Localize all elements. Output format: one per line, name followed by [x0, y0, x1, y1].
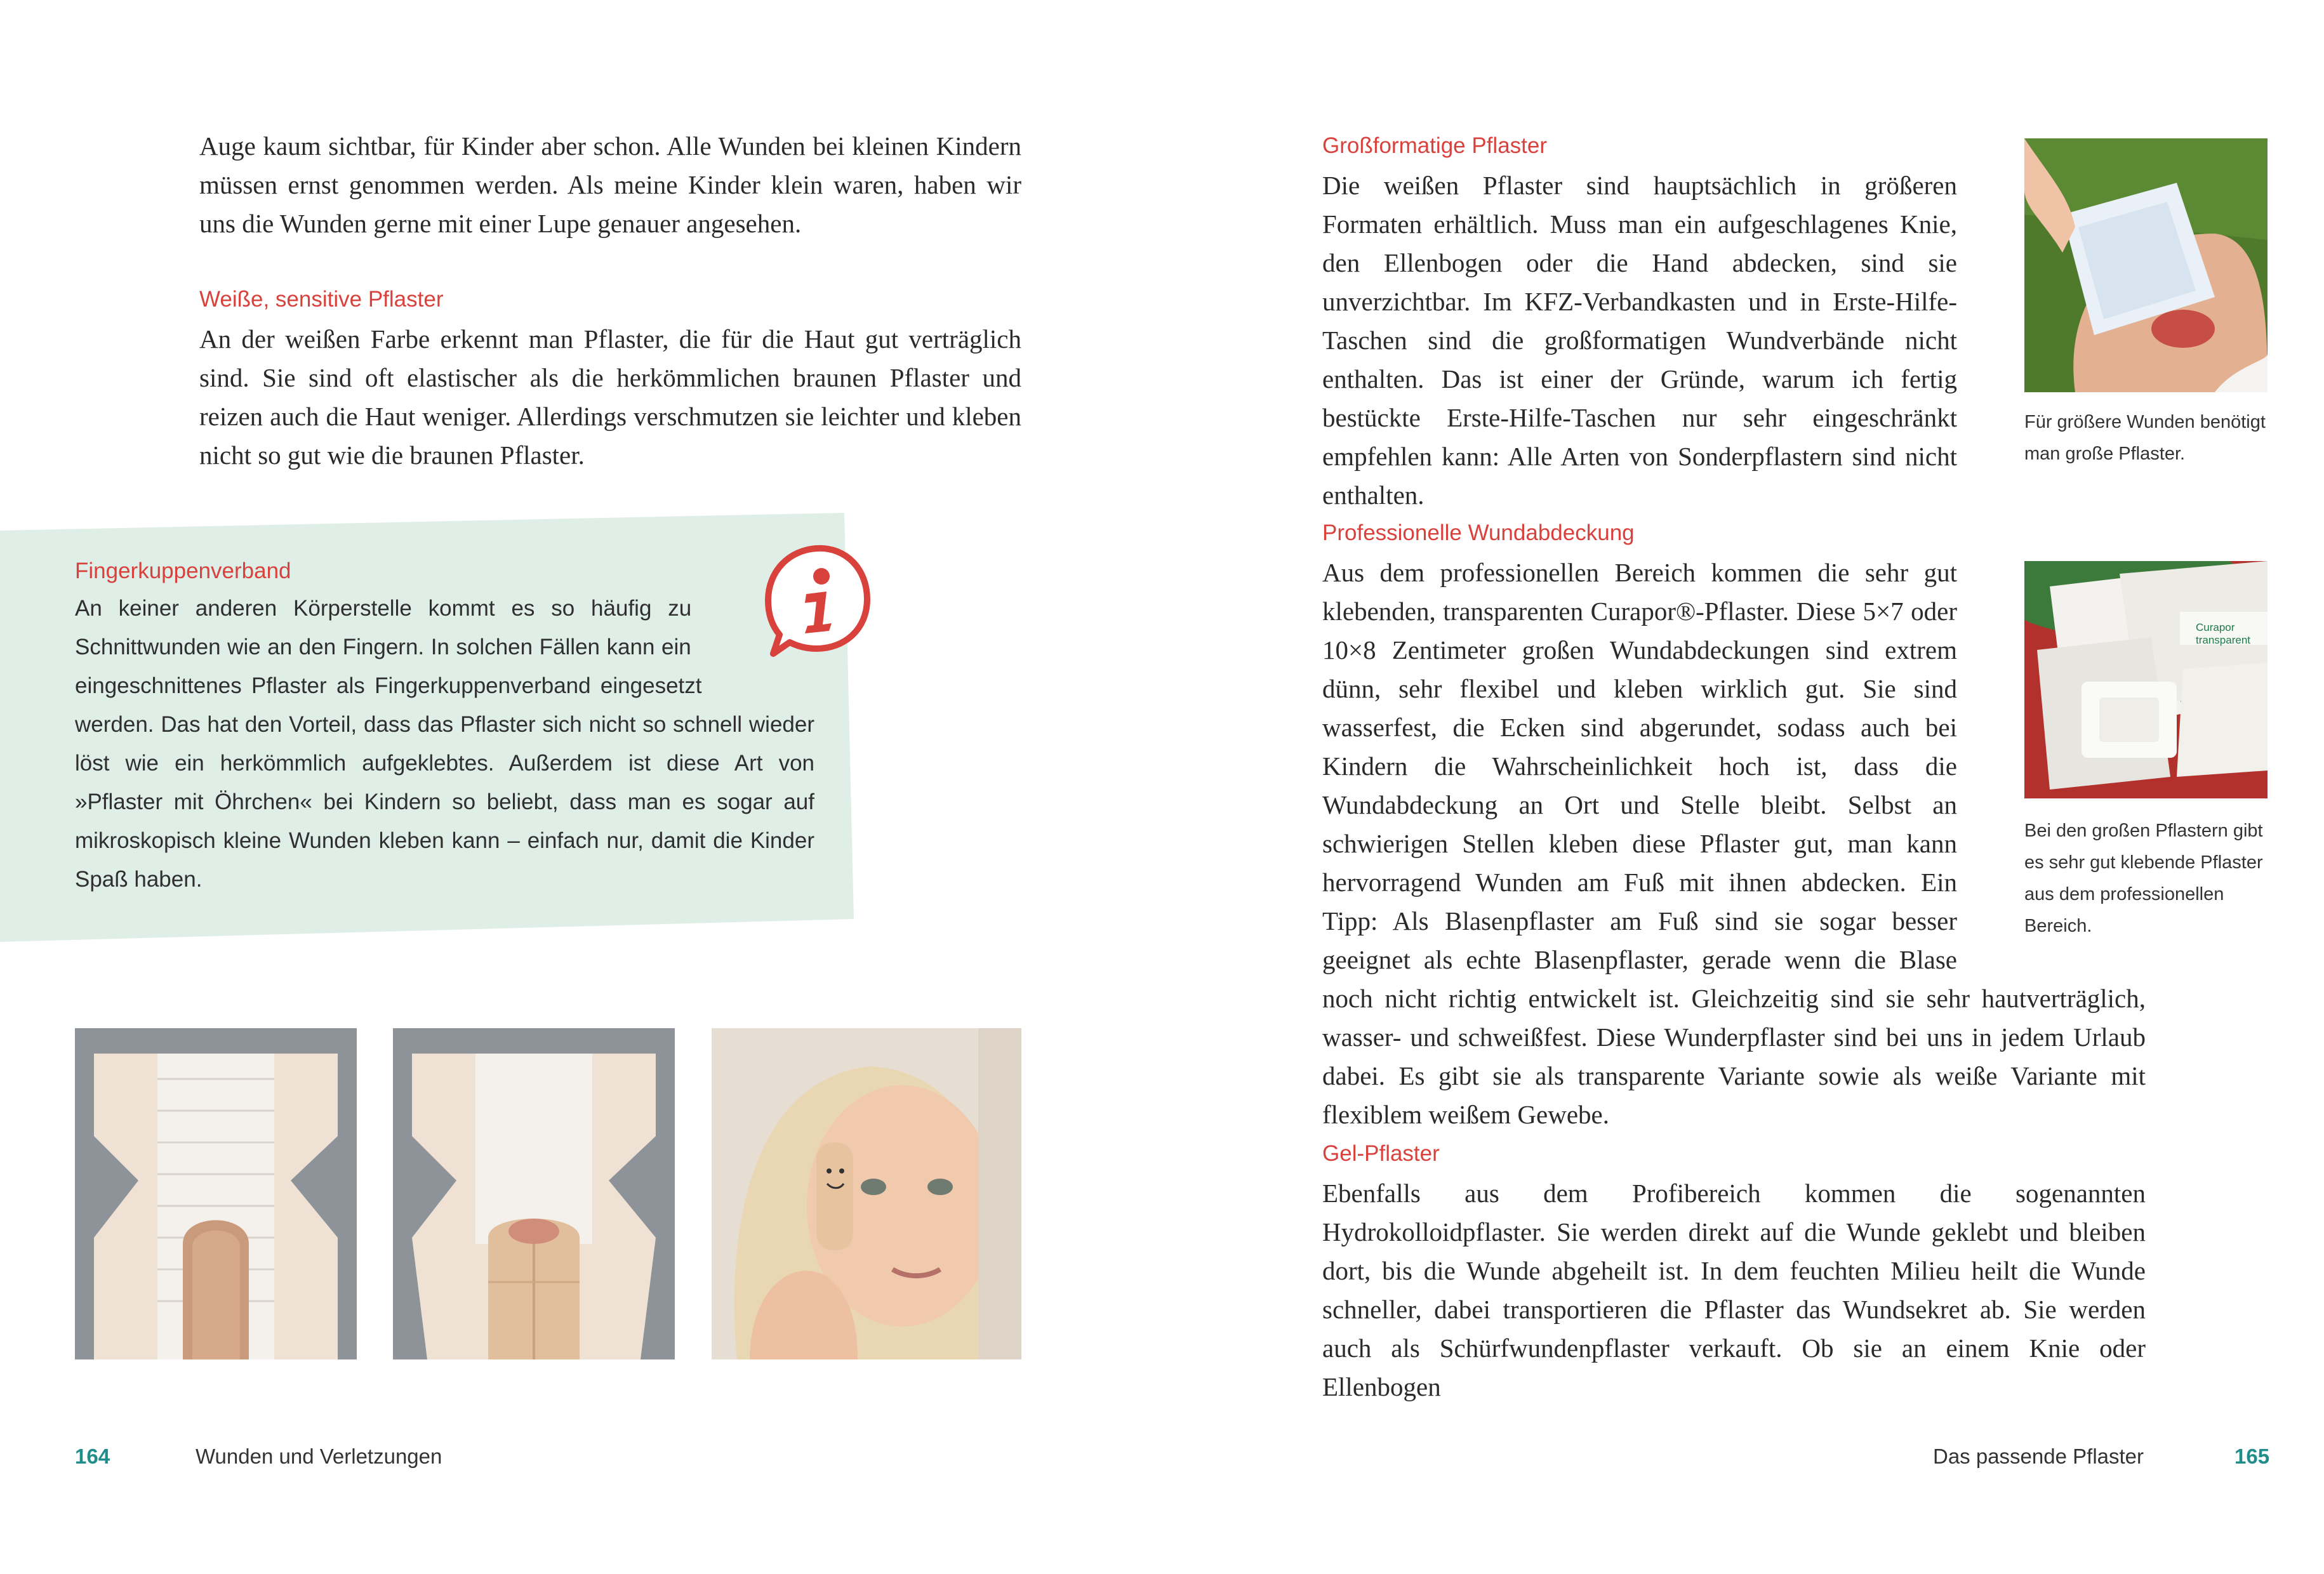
infobox-body: An keiner anderen Körperstelle kommt es so häufig zu Schnittwunden wie an den Fingern. In solchen Fällen kann ein eingeschnittenes Pflaster als Fingerkuppenverband eingesetzt werden. Das hat den Vorteil, dass das Pflaster sich nicht so schnell wieder löst wie ein herkömmlich aufgeklebtes. Außerdem ist diese Art von »Pflaster mit Öhrchen« bei Kindern so beliebt, dass man es sogar auf mikroskopisch kleine Wunden kleben kann – einfach nur, damit die Kinder Spaß haben.: [75, 596, 814, 892]
package-label-line2: transparent: [2196, 634, 2250, 646]
curapor-package-label: [2196, 621, 2268, 647]
left-page-number: 164: [75, 1445, 110, 1468]
section-body: An der weißen Farbe erkennt man Pflaster, die für die Haut gut verträglich sind. Sie sind oft elastischer als die herkömmlichen braunen Pflaster und reizen auch die Haut weniger. Allerdings verschmutzen sie leichter und kleben nicht so gut wie die braunen Pflaster.: [199, 324, 1021, 470]
infobox: [75, 556, 814, 899]
section-body: Die weißen Pflaster sind hauptsächlich in größeren Formaten erhältlich. Muss man ein aufgeschlagenes Knie, den Ellenbogen oder die Hand abdecken, sind sie unverzichtbar. Im KFZ-Verbandkasten und in Erste-Hilfe-Taschen sind die großformatigen Wundverbände nicht enthalten. Das ist einer der Gründe, warum ich fertig bestückte Erste-Hilfe-Taschen nur sehr eingeschränkt empfehlen kann: Alle Arten von Sonderpflastern sind nicht enthalten.: [1322, 171, 1957, 510]
photo-fingertip-plaster-unfolded: [75, 1028, 357, 1359]
right-page-number: 165: [2234, 1445, 2270, 1468]
caption-text: Für größere Wunden benötigt man große Pflaster.: [2024, 412, 2266, 464]
left-running-title: Wunden und Verletzungen: [196, 1445, 442, 1468]
infobox-heading: Fingerkuppenverband: [75, 559, 291, 583]
info-icon: [760, 541, 875, 661]
section-body: Ebenfalls aus dem Profibereich kommen die sogenannten Hydrokolloidpflaster. Sie werden direkt auf die Wunde geklebt und bleiben dort, bis die Wunde abgeheilt ist. In dem feuchten Milieu heilt die Wunde schneller, dabei transportieren die Pflaster das Wundsekret ab. Sie werden auch als Schürfwundenpflaster verkauft. Ob sie an einem Knie oder Ellenbogen: [1322, 1179, 2146, 1401]
right-running-title: Das passende Pflaster: [1933, 1445, 2144, 1468]
intro-text: Auge kaum sichtbar, für Kinder aber schon. Alle Wunden bei kleinen Kindern müssen ernst genommen werden. Als meine Kinder klein waren, haben wir uns die Wunden gerne mit einer Lupe genauer angesehen.: [199, 131, 1021, 238]
right-section-professional: [1322, 518, 2146, 1134]
left-intro-paragraph: [199, 127, 1021, 243]
section-heading: Großformatige Pflaster: [1322, 133, 1547, 158]
section-heading: Gel-Pflaster: [1322, 1141, 1440, 1166]
right-section-large-plasters: [1322, 131, 1957, 515]
photo-fingertip-plaster-applied: [393, 1028, 675, 1359]
photo-caption-professional: [2024, 815, 2268, 942]
section-body-a: Aus dem professionellen Bereich kommen die sehr gut klebenden, transparenten Curapor®-Pflaster. Diese 5×7 oder 10×8 Zentimeter großen Wundabdeckungen sind extrem dünn, sehr flexibel und kleben wirklich gut. Sie sind wasserfest, die Ecken sind abgerundet, sodass auch bei Kindern die Wahrscheinlichkeit hoch ist, dass die Wundabdeckung an Ort und Stelle bleibt. Selbst an schwierigen Stellen kleben diese Pflaster gut, man kann hervorragend Wunden am Fuß mit ihnen abdecken. Ein Tipp: Als Blasenpflaster am Fuß sind sie sogar besser geeignet als echte Blasenpflaster, gerade wenn die Blase noch nicht richtig entwickelt ist. Gleichzeitig sind sie sehr hautverträglich, wasser- und schweißfest. Diese Wunderpflaster sind bei uns in jedem Urlaub dabei. Es gibt sie als transparente Variante sowie als weiße Variante mit flexiblem weißem Gewebe.: [1322, 553, 2146, 1134]
photo-large-plaster-knee: [2024, 138, 2268, 392]
photo-child-with-plaster: [712, 1028, 1021, 1359]
section-heading: Weiße, sensitive Pflaster: [199, 287, 444, 312]
section-heading: Professionelle Wundabdeckung: [1322, 520, 1635, 545]
package-label-line1: Curapor: [2196, 621, 2235, 633]
left-section-white-plasters: [199, 284, 1021, 475]
caption-text: Bei den großen Pflastern gibt es sehr gut klebende Pflaster aus dem professionellen Bereich.: [2024, 821, 2263, 936]
photo-caption-large-plasters: [2024, 406, 2268, 470]
right-section-gel-plasters: [1322, 1139, 2146, 1406]
photo-curapor-plasters: [2024, 561, 2268, 798]
